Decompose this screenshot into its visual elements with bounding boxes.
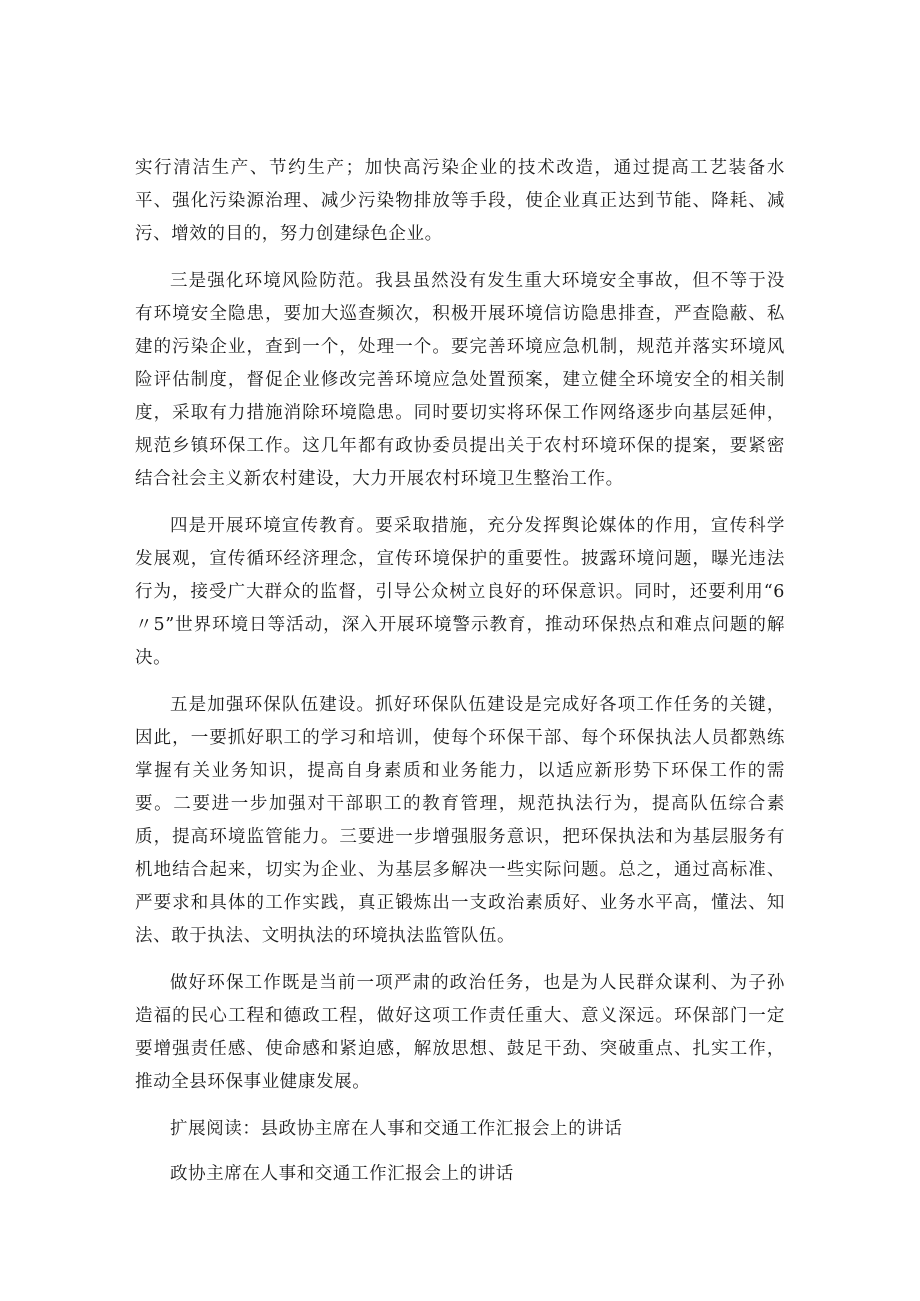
- speech-title: 政协主席在人事和交通工作汇报会上的讲话: [170, 1164, 514, 1184]
- extended-reading-link[interactable]: 扩展阅读：县政协主席在人事和交通工作汇报会上的讲话: [170, 1119, 623, 1139]
- paragraph-publicity-education: 四是开展环境宣传教育。要采取措施，充分发挥舆论媒体的作用，宣传科学发展观，宣传循环经济理念，宣传环境保护的重要性。披露环境问题，曝光违法行为，接受广大群众的监督，引导公众树立良好的环保意识。同时，还要利用“6〃5”世界环境日等活动，深入开展环境警示教育，推动环保热点和难点问题的解决。: [135, 516, 785, 668]
- paragraph-clean-production: 实行清洁生产、节约生产；加快高污染企业的技术改造，通过提高工艺装备水平、强化污染源治理、减少污染物排放等手段，使企业真正达到节能、降耗、减污、增效的目的，努力创建绿色企业。: [135, 158, 785, 244]
- paragraph-conclusion: 做好环保工作既是当前一项严肃的政治任务，也是为人民群众谋利、为子孙造福的民心工程和德政工程，做好这项工作责任重大、意义深远。环保部门一定要增强责任感、使命感和紧迫感，解放思想、鼓足干劲、突破重点、扎实工作，推动全县环保事业健康发展。: [135, 973, 785, 1092]
- document-body: [135, 152, 785, 1191]
- paragraph-risk-prevention: 三是强化环境风险防范。我县虽然没有发生重大环境安全事故，但不等于没有环境安全隐患，要加大巡查频次，积极开展环境信访隐患排查，严查隐蔽、私建的污染企业，查到一个，处理一个。要完善环境应急机制，规范并落实环境风险评估制度，督促企业修改完善环境应急处置预案，建立健全环境安全的相关制度，采取有力措施消除环境隐患。同时要切实将环保工作网络逐步向基层延伸，规范乡镇环保工作。这几年都有政协委员提出关于农村环境环保的提案，要紧密结合社会主义新农村建设，大力开展农村环境卫生整治工作。: [135, 271, 785, 489]
- paragraph-team-building: 五是加强环保队伍建设。抓好环保队伍建设是完成好各项工作任务的关键，因此，一要抓好职工的学习和培训，使每个环保干部、每个环保执法人员都熟练掌握有关业务知识，提高自身素质和业务能力，以适应新形势下环保工作的需要。二要进一步加强对干部职工的教育管理，规范执法行为，提高队伍综合素质，提高环境监管能力。三要进一步增强服务意识，把环保执法和为基层服务有机地结合起来，切实为企业、为基层多解决一些实际问题。总之，通过高标准、严要求和具体的工作实践，真正锻炼出一支政治素质好、业务水平高，懂法、知法、敢于执法、文明执法的环境执法监管队伍。: [135, 695, 785, 946]
